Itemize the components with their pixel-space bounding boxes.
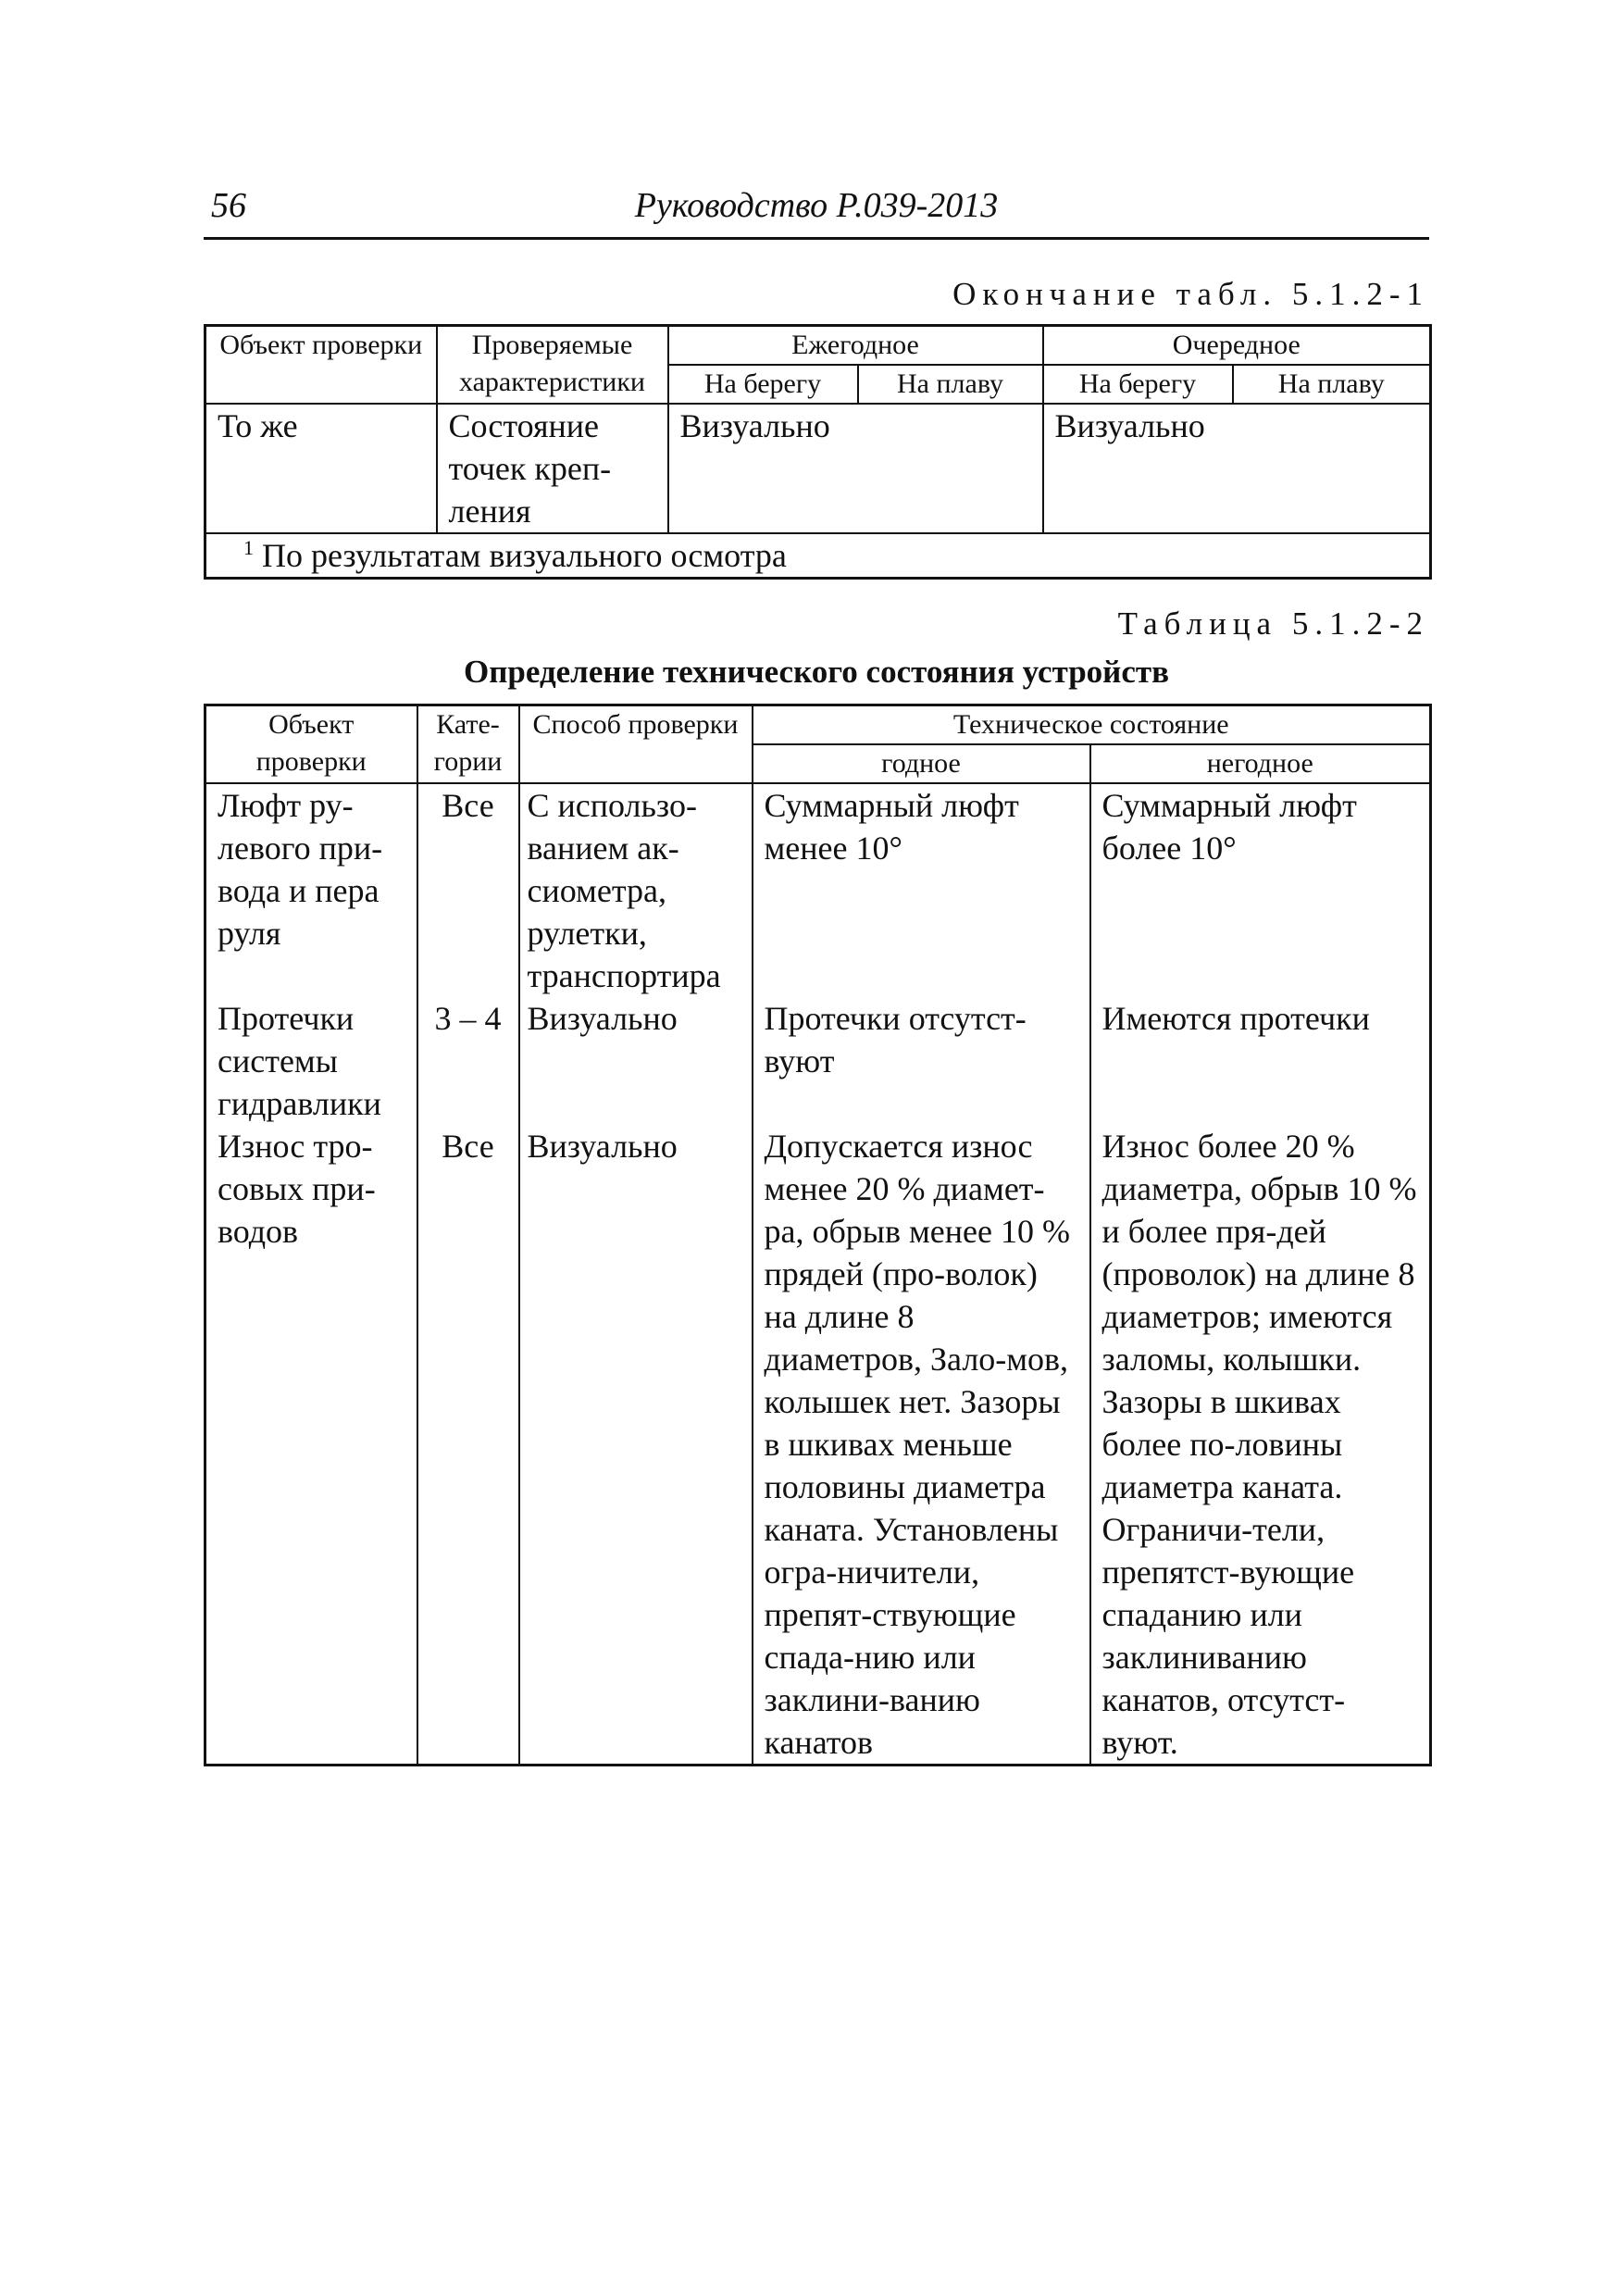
table2-cell-unfit: Износ более 20 % диаметра, обрыв 10 % и более пря-дей (проволок) на длине 8 диаметров; имеются заломы, колышки. Зазоры в шкивах более по-ловины диаметра каната. Ограничи-тели, препятст-вующие спаданию или заклиниванию канатов, отсутст-вуют. [1090, 1125, 1431, 1766]
table2-cell-categories: Все [417, 1125, 519, 1766]
table2-header-row [205, 705, 1431, 745]
table2-header-object: Объект проверки [205, 705, 417, 784]
table-row [205, 1125, 1431, 1766]
table2-caption: Таблица 5.1.2-2 [1117, 605, 1429, 642]
table-row [205, 783, 1431, 997]
table-row [205, 404, 1431, 533]
table1-header-object: Объект проверки [205, 326, 437, 405]
table1-header-annual-afloat: На плаву [858, 365, 1043, 404]
table2-cell-method: С использо-ванием ак-сиометра, рулетки, транспортира [519, 783, 753, 997]
table2-cell-categories: Все [417, 783, 519, 997]
table2-cell-fit: Суммарный люфт менее 10° [753, 783, 1090, 997]
table2-title: Определение технического состояния устройств [464, 654, 1169, 690]
table1-caption: Окончание табл. 5.1.2-1 [952, 276, 1429, 312]
table1-header-regular-ashore: На берегу [1043, 365, 1233, 404]
table2-header-unfit: негодное [1090, 744, 1431, 783]
footnote-mark: 1 [243, 536, 254, 559]
table-row [205, 997, 1431, 1125]
table2-header-categories: Кате-гории [417, 705, 519, 784]
table2-cell-object: Протечки системы гидравлики [205, 997, 417, 1125]
running-title: Руководство Р.039-2013 [634, 186, 999, 225]
table2-cell-fit: Допускается износ менее 20 % диамет-ра, обрыв менее 10 % прядей (про-волок) на длине 8 диаметров, Зало-мов, колышек нет. Зазоры в шкивах меньше половины диаметра каната. Установлены огра-ничители, препят-ствующие спада-нию или заклини-ванию канатов [753, 1125, 1090, 1766]
footnote-text: По результатам визуального осмотра [262, 537, 787, 574]
table2-header-fit: годное [753, 744, 1090, 783]
table2-header-method: Способ проверки [519, 705, 753, 784]
table1-footnote [205, 533, 1431, 579]
table1 [204, 324, 1432, 580]
table2-cell-categories: 3 – 4 [417, 997, 519, 1125]
page-header [204, 185, 1429, 240]
table2-cell-unfit: Имеются протечки [1090, 997, 1431, 1125]
table1-header-row [205, 326, 1431, 366]
table1-cell-regular: Визуально [1043, 404, 1431, 533]
table2-cell-method: Визуально [519, 1125, 753, 1766]
table1-cell-characteristic: Состояние точек креп-ления [437, 404, 668, 533]
table1-footnote-row [205, 533, 1431, 579]
table1-header-annual-ashore: На берегу [668, 365, 858, 404]
table1-header-regular: Очередное [1043, 326, 1431, 366]
table2-cell-method: Визуально [519, 997, 753, 1125]
table1-cell-annual: Визуально [668, 404, 1043, 533]
table2-cell-object: Износ тро-совых при-водов [205, 1125, 417, 1766]
table1-header-regular-afloat: На плаву [1233, 365, 1431, 404]
page-number: 56 [211, 186, 246, 225]
table1-cell-object: То же [205, 404, 437, 533]
table2-header-state: Техническое состояние [753, 705, 1431, 745]
table2-cell-object: Люфт ру-левого при-вода и пера руля [205, 783, 417, 997]
table2-cell-unfit: Суммарный люфт более 10° [1090, 783, 1431, 997]
table1-header-characteristics: Проверяемые характеристики [437, 326, 668, 405]
table2-cell-fit: Протечки отсутст-вуют [753, 997, 1090, 1125]
table2 [204, 704, 1432, 1766]
table1-header-annual: Ежегодное [668, 326, 1043, 366]
